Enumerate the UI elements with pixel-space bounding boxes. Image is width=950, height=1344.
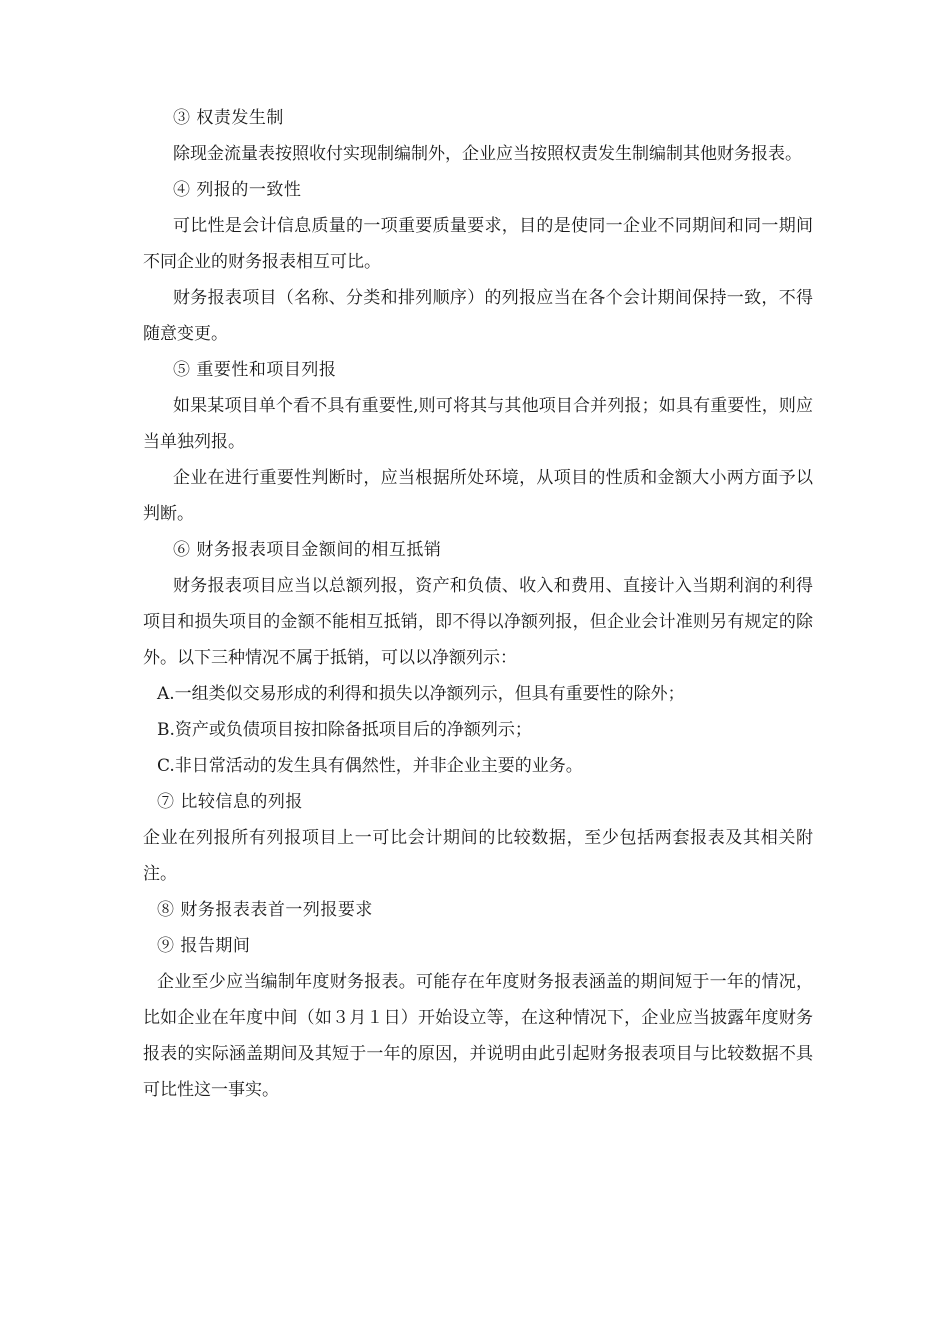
section-heading-comparative: ⑦ 比较信息的列报 [157,792,303,812]
paragraph-comparative: 企业在列报所有列报项目上一可比会计期间的比较数据，至少包括两套报表及其相关附注。 [143,828,813,884]
paragraph-reporting-period: 企业至少应当编制年度财务报表。可能存在年度财务报表涵盖的期间短于一年的情况，比如企业在年度中间（如３月１日）开始设立等，在这种情况下，企业应当披露年度财务报表的实际涵盖期间及其短于一年的原因，并说明由此引起财务报表项目与比较数据不具可比性这一事实。 [143,972,813,1100]
section-heading-materiality: ⑤ 重要性和项目列报 [173,360,337,380]
document-body [143,100,813,1108]
list-item-c: C.非日常活动的发生具有偶然性，并非企业主要的业务。 [157,756,583,776]
paragraph-consistency: 财务报表项目（名称、分类和排列顺序）的列报应当在各个会计期间保持一致，不得随意变更。 [143,288,813,344]
paragraph-comparability: 可比性是会计信息质量的一项重要质量要求，目的是使同一企业不同期间和同一期间不同企业的财务报表相互可比。 [143,216,813,272]
paragraph-offsetting: 财务报表项目应当以总额列报，资产和负债、收入和费用、直接计入当期利润的利得项目和损失项目的金额不能相互抵销，即不得以净额列报，但企业会计准则另有规定的除外。以下三种情况不属于抵销，可以以净额列示： [143,576,813,668]
section-heading-consistency: ④ 列报的一致性 [173,180,302,200]
section-heading-header-requirements: ⑧ 财务报表表首一列报要求 [157,900,373,920]
section-heading-reporting-period: ⑨ 报告期间 [157,936,251,956]
list-item-b: B.资产或负债项目按扣除备抵项目后的净额列示； [157,720,532,740]
paragraph-materiality-1: 如果某项目单个看不具有重要性,则可将其与其他项目合并列报；如具有重要性，则应当单独列报。 [143,396,813,452]
list-item-a: A.一组类似交易形成的利得和损失以净额列示，但具有重要性的除外； [157,684,685,704]
section-heading-offsetting: ⑥ 财务报表项目金额间的相互抵销 [173,540,442,560]
paragraph-accrual: 除现金流量表按照收付实现制编制外，企业应当按照权责发生制编制其他财务报表。 [173,144,802,164]
section-heading-accrual: ③ 权责发生制 [173,108,284,128]
paragraph-materiality-2: 企业在进行重要性判断时，应当根据所处环境，从项目的性质和金额大小两方面予以判断。 [143,468,813,524]
